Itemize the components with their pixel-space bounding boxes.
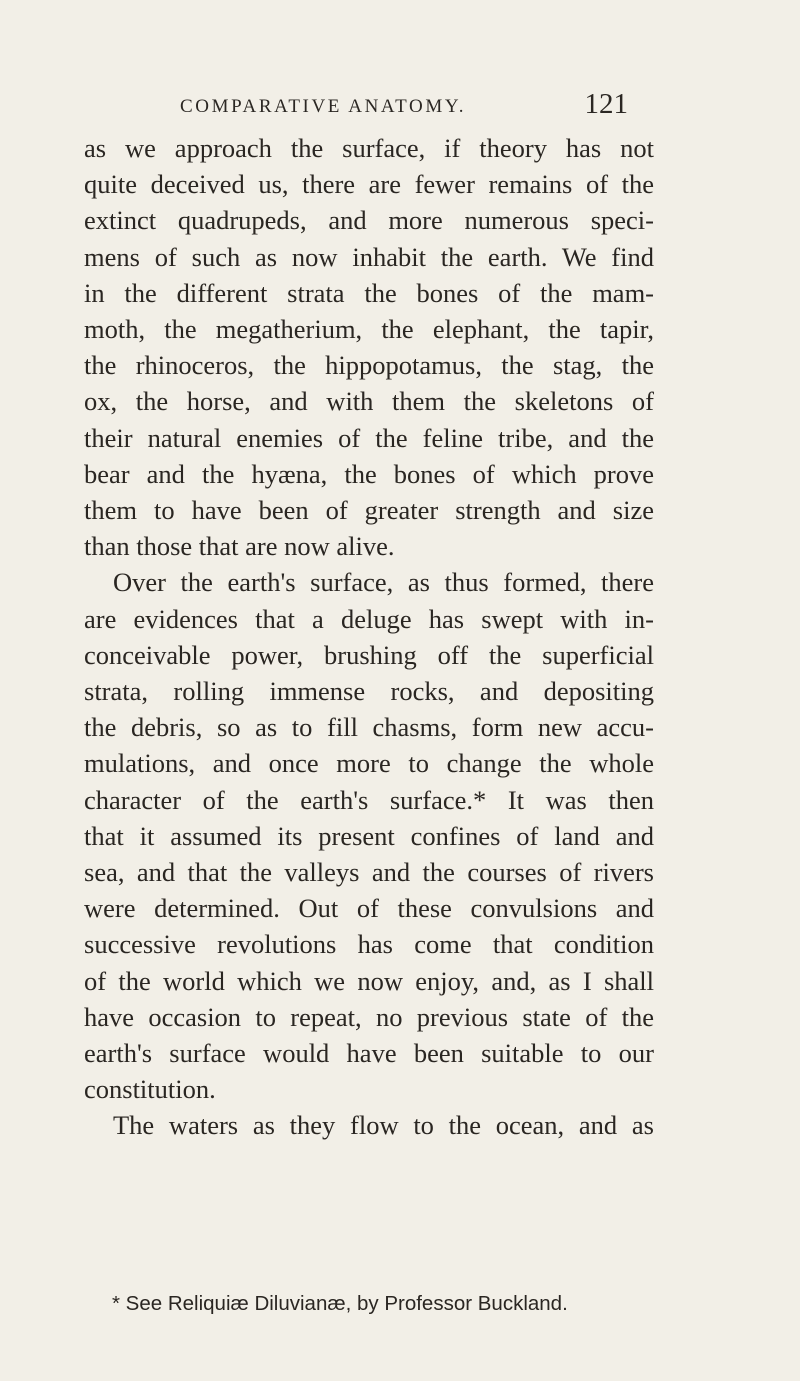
paragraph-start-line: The waters as they flow to the ocean, and as (113, 1110, 654, 1141)
text-line: of the world which we now enjoy, and, as I shall (84, 965, 654, 996)
text-line: character of the earth's surface.* It was then (84, 784, 654, 815)
text-line: conceivable power, brushing off the superficial (84, 639, 654, 670)
text-line: are evidences that a deluge has swept with in- (84, 603, 654, 634)
text-line: the rhinoceros, the hippopotamus, the stag, the (84, 350, 654, 381)
text-line: their natural enemies of the feline tribe, and the (84, 422, 654, 453)
footnote: * See Reliquiæ Diluvianæ, by Professor Buckland. (112, 1292, 568, 1315)
text-line: quite deceived us, there are fewer remains of the (84, 169, 654, 200)
text-line: strata, rolling immense rocks, and depositing (84, 676, 654, 707)
text-line: sea, and that the valleys and the courses of rivers (84, 857, 654, 888)
text-line: as we approach the surface, if theory has not (84, 133, 654, 163)
text-line: that it assumed its present confines of land and (84, 820, 654, 851)
body-text (84, 130, 654, 1144)
page-number: 121 (584, 88, 628, 120)
text-line: mens of such as now inhabit the earth. We find (84, 241, 654, 272)
text-line: were determined. Out of these convulsions and (84, 893, 654, 924)
paragraph-end-line: than those that are now alive. (84, 531, 395, 562)
text-line: the debris, so as to fill chasms, form new accu- (84, 712, 654, 743)
paragraph-start-line: Over the earth's surface, as thus formed, there (113, 567, 654, 598)
text-line: have occasion to repeat, no previous state of the (84, 1001, 654, 1032)
text-line: earth's surface would have been suitable to our (84, 1038, 654, 1069)
text-line: mulations, and once more to change the whole (84, 748, 654, 779)
text-line: moth, the megatherium, the elephant, the tapir, (84, 314, 654, 345)
running-title: COMPARATIVE ANATOMY. (180, 96, 467, 117)
text-line: in the different strata the bones of the mam- (84, 277, 654, 308)
text-line: them to have been of greater strength and size (84, 495, 654, 526)
paragraph-end-line: constitution. (84, 1074, 216, 1105)
text-line: successive revolutions has come that condition (84, 929, 654, 960)
text-line: bear and the hyæna, the bones of which prove (84, 458, 654, 489)
text-line: extinct quadrupeds, and more numerous speci- (84, 205, 654, 236)
text-line: ox, the horse, and with them the skeletons of (84, 386, 654, 417)
